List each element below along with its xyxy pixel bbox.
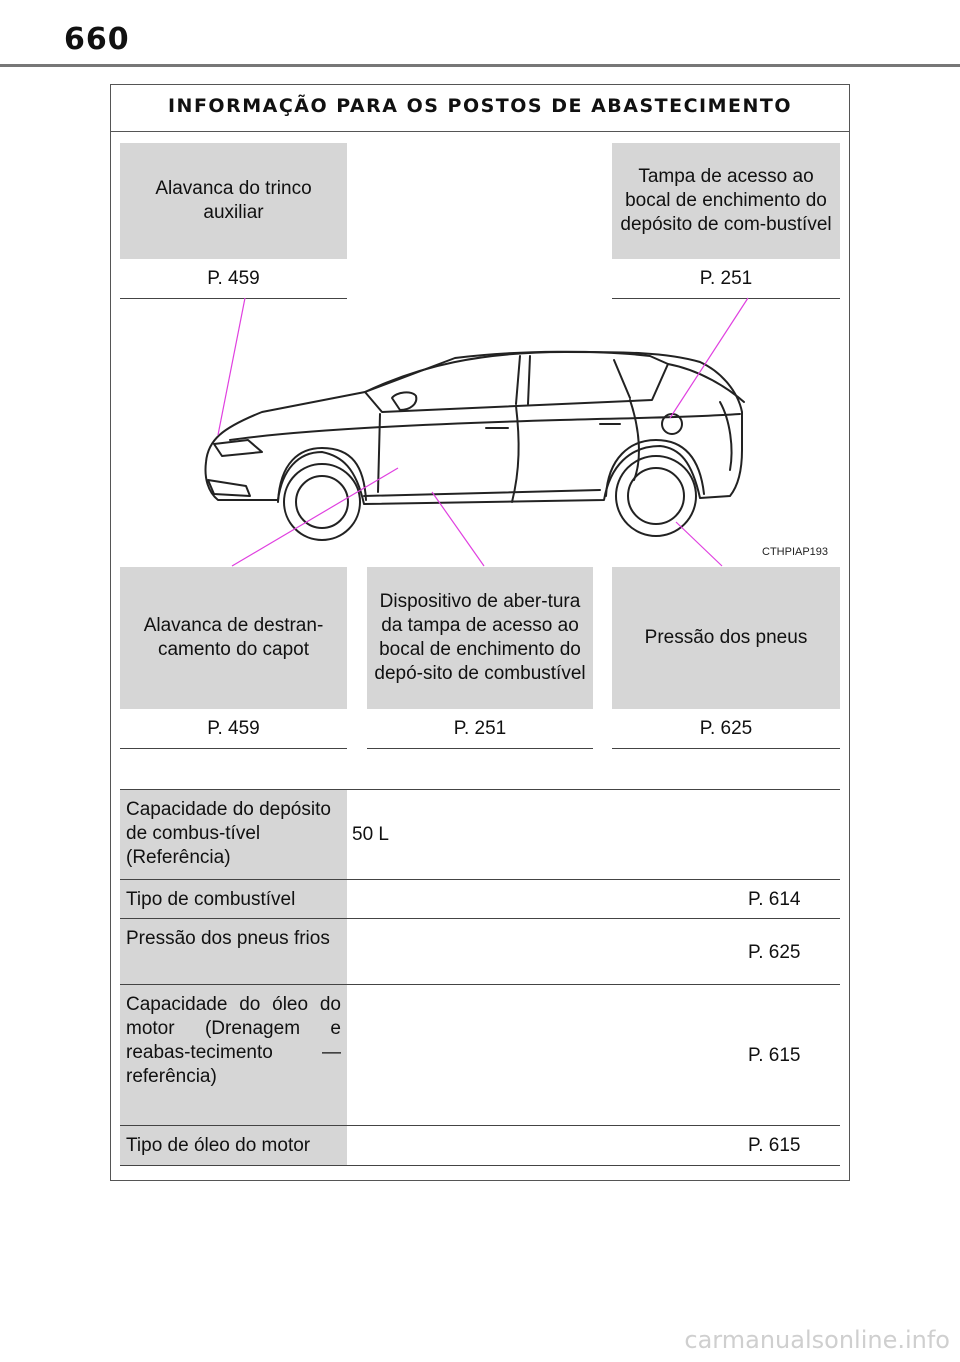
callout-hood-release-lever: Alavanca de destran-camento do capot [120, 567, 347, 709]
watermark: carmanualsonline.info [684, 1326, 950, 1354]
callout-fuel-door-opener-ref: P. 251 [367, 710, 593, 749]
table-row-value: P. 615 [748, 1135, 801, 1156]
callout-fuel-door-ref: P. 251 [612, 260, 840, 299]
table-row-label: Tipo de óleo do motor [120, 1126, 347, 1165]
callout-fuel-door-opener: Dispositivo de aber-tura da tampa de acesso ao bocal de enchimento do depó-sito de combustível [367, 567, 593, 709]
table-row-value: P. 615 [748, 1045, 801, 1066]
callout-hood-release-ref: P. 459 [120, 710, 347, 749]
table-row-value: 50 L [352, 824, 389, 845]
table-row-label: Pressão dos pneus frios [120, 919, 347, 984]
callout-auxiliary-latch-ref: P. 459 [120, 260, 347, 299]
callout-tire-pressure-ref: P. 625 [612, 710, 840, 749]
table-row-value: P. 625 [748, 942, 801, 963]
table-row-label: Tipo de combustível [120, 880, 347, 918]
callout-auxiliary-latch-lever: Alavanca do trinco auxiliar [120, 143, 347, 259]
table-row-label: Capacidade do depósito de combus-tível (Referência) [120, 790, 347, 879]
image-code-label: CTHPIAP193 [762, 546, 829, 558]
page-title: INFORMAÇÃO PARA OS POSTOS DE ABASTECIMENTO [110, 84, 850, 132]
table-row-label: Capacidade do óleo do motor (Drenagem e reabas-tecimento — referência) [120, 985, 347, 1125]
table-rule [120, 1165, 840, 1166]
callout-tire-pressure: Pressão dos pneus [612, 567, 840, 709]
table-row-value: P. 614 [748, 889, 801, 910]
page-number: 660 [64, 22, 130, 57]
callout-fuel-door: Tampa de acesso ao bocal de enchimento do depósito de com-bustível [612, 143, 840, 259]
